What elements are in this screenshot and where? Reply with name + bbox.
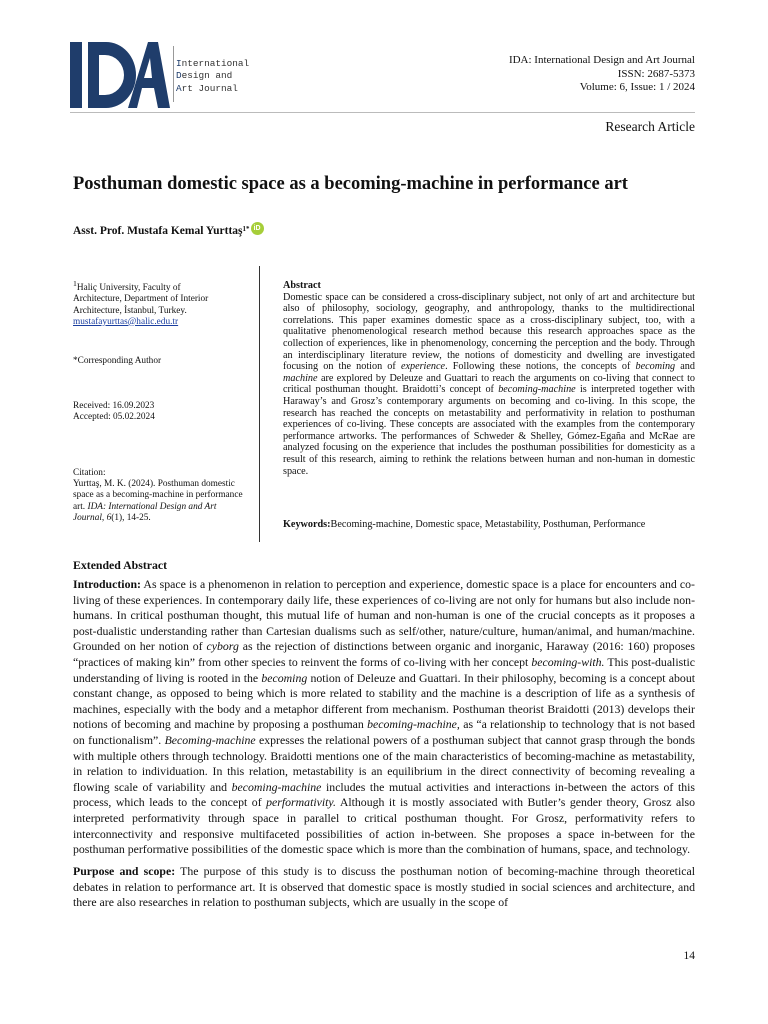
logo-line-1: International xyxy=(176,58,250,69)
page-number: 14 xyxy=(683,950,695,962)
column-divider xyxy=(259,266,260,542)
journal-logo xyxy=(70,42,170,108)
journal-issn: ISSN: 2687-5373 xyxy=(617,67,695,80)
logo-wordmark xyxy=(176,58,249,95)
orcid-icon[interactable]: iD xyxy=(251,222,264,235)
logo-line-2: Design and xyxy=(176,70,233,82)
affiliation: $^1$Haliç University, Faculty of Architecture, Department of Interior Architecture, İstanbul, Turkey. mustafayurttas@halic.edu.tr xyxy=(73,279,209,327)
extended-abstract-heading: Extended Abstract xyxy=(73,558,168,572)
citation: Citation: Yurttaş, M. K. (2024). Posthuman domestic space as a becoming-machine in performance art. IDA: International Design and Art Journal, 6(1), 14-25. xyxy=(73,468,243,523)
keywords xyxy=(283,519,713,530)
author-line xyxy=(73,225,264,237)
keywords-text: Becoming-machine, Domestic space, Metastability, Posthuman, Performance xyxy=(330,519,646,530)
journal-info xyxy=(509,54,695,95)
keywords-label: Keywords: xyxy=(283,519,331,530)
introduction-paragraph: Introduction: As space is a phenomenon in relation to perception and experience, domestic space is a place for encounters and co-living of these experiences. In contemporary daily life, these experiences of co-living are not only for humans but also include non-humans. In critical posthuman thought, this mutual life of human and non-human is one of the crucial concepts as it proposes a post-dualistic understanding rather than Cartesian dualisms such as self/other, nature/culture, human/animal, and human/machine. Grounded on her notion of cyborg as the rejection of distinctions between organic and inorganic, Haraway (2016: 160) proposes “practices of making kin” from other species to reinvent the forms of co-living with her concept becoming-with. This post-dualistic understanding of living is rooted in the becoming notion of Deleuze and Guattari. In their philosophy, becoming is a concept about constant change, as opposed to being which is more related to stability and the machine is a description of life as a synthesis of machines, especially with the body and a metaphor different from mechanism. Posthuman theorist Braidotti (2013) develops their notions of becoming and machine by proposing a posthuman becoming-machine, as “a relationship to technology that is not based on functionalism”. Becoming-machine expresses the relational powers of a posthuman subject that cannot grasp through the bonds with multiple others through technology. Braidotti mentions one of the main characteristics of becoming-machine as metastability, in relation to individuation. In this relation, metastability is an equilibrium in the direct connectivity of becoming revealing a flowing scale of variability and becoming-machine includes the mutual activities and interactions in-between the actors of this process, which leads to the concept of performativity. Although it is mostly associated with Butler’s gender theory, Grosz also interpreted performativity through space in parallel to critical posthuman thought. For Grosz, performativity refers to interconnectivity and responsive multifaceted possibilities of action in-between. She proposes a space in-between for the posthuman performative possibilities of the domestic space which is more than the combination of humans, space, and technology. xyxy=(73,577,696,857)
logo-divider xyxy=(173,46,174,102)
article-type: Research Article xyxy=(605,119,695,134)
purpose-paragraph: Purpose and scope: The purpose of this study is to discuss the posthuman notion of becoming-machine through theoretical debates in relation to performance art. It is observed that domestic space is mostly studied in social sciences and architecture, and there are also researches in relation to posthuman subjects, which are usually in the scope of xyxy=(73,864,695,910)
abstract xyxy=(283,280,695,477)
paper-title: Posthuman domestic space as a becoming-machine in performance art xyxy=(73,174,628,194)
journal-volume: Volume: 6, Issue: 1 / 2024 xyxy=(579,81,695,93)
author-marker: 1* xyxy=(242,225,250,233)
received-date: Received: 16.09.2023 xyxy=(73,401,155,411)
journal-name: IDA: International Design and Art Journal xyxy=(508,54,695,66)
header-rule xyxy=(70,112,695,113)
logo-line-3: Art Journal xyxy=(176,82,238,94)
author-email-link[interactable]: mustafayurttas@halic.edu.tr xyxy=(73,316,179,327)
author-name: Asst. Prof. Mustafa Kemal Yurttaş xyxy=(73,225,243,237)
dates xyxy=(73,401,253,423)
abstract-text: Domestic space can be considered a cross-disciplinary subject, not only of art and architecture but also of philosophy, sociology, geography, and anthropology, thanks to the multidirectional correlations. This paper examines domestic space as a cross-disciplinary subject, too, with a qualitative phenomenological research method because this research approaches space as the collection of experiences, like in phenomenology, concerning the perception and the body. Through an interdisciplinary literature review, the notions of domesticity and dwelling are investigated focusing on the notion of experience. Following these notions, the concepts of becoming and machine are explored by Deleuze and Guattari to reach the arguments on co-living that connect to critical posthuman thought. Braidotti’s concept of becoming-machine is interpreted together with Haraway’s and Grosz’s contemporary arguments on becoming and co-living. In this scope, the research has reached the concepts on metastability and performativity in relation to posthuman experiences of co-living. These concepts are associated with the examples from the contemporary performance artworks. The performances of Schweder & Shelley, Gómez-Egaña and McRae are analyzed focusing on the experience that includes the posthuman possibilities for domesticity as a result of this research, aiming to rethink the relations between human and non-human in domestic space. xyxy=(283,291,696,477)
corresponding-author: *Corresponding Author xyxy=(73,356,162,366)
abstract-heading: Abstract xyxy=(283,280,321,291)
accepted-date: Accepted: 05.02.2024 xyxy=(73,412,155,423)
